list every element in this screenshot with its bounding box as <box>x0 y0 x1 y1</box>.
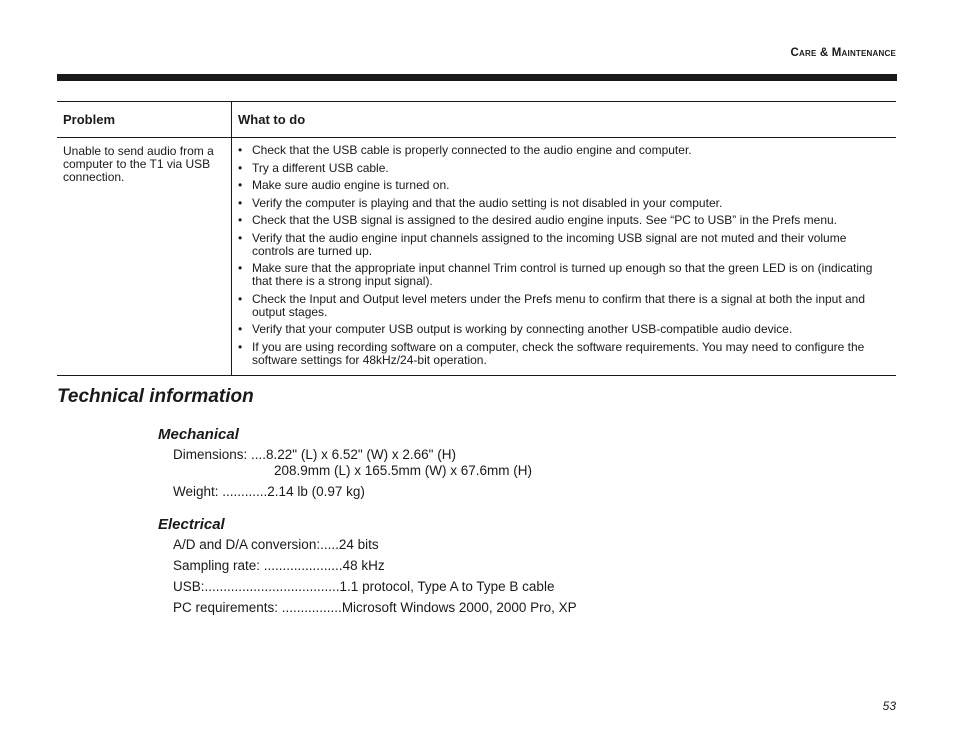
running-head: Care & Maintenance <box>790 47 896 59</box>
step-text: Make sure audio engine is turned on. <box>252 178 450 192</box>
spec-label: Weight: ............ <box>173 484 268 499</box>
spec-value: 2.14 lb (0.97 kg) <box>267 484 365 499</box>
weight-spec <box>173 484 365 499</box>
list-item <box>238 341 890 367</box>
list-item <box>238 232 890 258</box>
page-number: 53 <box>882 699 896 713</box>
spec-label: Dimensions: .... <box>173 447 267 462</box>
step-text: Verify that your computer USB output is working by connecting another USB-compatible audio device. <box>252 322 793 336</box>
spec-label: A/D and D/A conversion:..... <box>173 537 339 552</box>
spec-label: Sampling rate: ..................... <box>173 558 343 573</box>
list-item <box>238 214 890 227</box>
dimensions-spec-metric <box>274 463 532 478</box>
spec-label: USB:.................................... <box>173 579 340 594</box>
bullet: • <box>238 160 243 175</box>
step-text: Try a different USB cable. <box>252 160 389 175</box>
spec-value: 24 bits <box>338 537 379 552</box>
solution-cell <box>232 138 897 376</box>
spec-value: Microsoft Windows 2000, 2000 Pro, XP <box>341 600 577 615</box>
column-header-what-to-do: What to do <box>232 102 897 138</box>
step-text: Check the Input and Output level meters under the Prefs menu to confirm that there is a signal at both the input and output stages. <box>252 291 866 319</box>
usb-spec <box>173 579 554 594</box>
mechanical-heading: Mechanical <box>158 426 239 443</box>
bullet: • <box>238 322 243 336</box>
problem-cell: Unable to send audio from a computer to the T1 via USB connection. <box>57 138 232 376</box>
step-text: Verify that the audio engine input channels assigned to the incoming USB signal are not muted and their volume controls are turned up. <box>252 230 847 258</box>
bullet: • <box>238 143 243 157</box>
dimensions-spec <box>173 447 456 462</box>
table-header-row <box>57 102 896 138</box>
sampling-rate-spec <box>173 558 385 573</box>
list-item <box>238 162 890 175</box>
column-header-problem: Problem <box>57 102 232 138</box>
spec-value: 208.9mm (L) x 165.5mm (W) x 67.6mm (H) <box>274 463 533 478</box>
troubleshooting-table <box>57 101 896 376</box>
table-row <box>57 138 896 376</box>
bullet: • <box>238 291 243 306</box>
conversion-spec <box>173 537 379 552</box>
spec-value: 48 kHz <box>342 558 385 573</box>
spec-label: PC requirements: ................ <box>173 600 342 615</box>
step-text: Make sure that the appropriate input channel Trim control is turned up enough so that the green LED is on (indicating that there is a strong input signal). <box>252 261 873 288</box>
electrical-heading: Electrical <box>158 516 225 533</box>
list-item <box>238 179 890 192</box>
list-item <box>238 323 890 336</box>
bullet: • <box>238 261 243 275</box>
step-text: Check that the USB signal is assigned to the desired audio engine inputs. See “PC to USB” in the Prefs menu. <box>252 213 837 227</box>
spec-value: 1.1 protocol, Type A to Type B cable <box>339 579 555 594</box>
bullet: • <box>238 195 243 210</box>
spec-value: 8.22" (L) x 6.52" (W) x 2.66" (H) <box>266 447 456 462</box>
list-item <box>238 293 890 319</box>
step-text: If you are using recording software on a computer, check the software requirements. You may need to configure the software settings for 48kHz/24-bit operation. <box>252 339 865 367</box>
header-rule <box>57 74 897 81</box>
list-item <box>238 262 890 288</box>
bullet: • <box>238 178 243 192</box>
step-text: Verify the computer is playing and that the audio setting is not disabled in your computer. <box>252 195 723 210</box>
step-text: Check that the USB cable is properly connected to the audio engine and computer. <box>252 143 692 157</box>
list-item <box>238 144 890 157</box>
list-item <box>238 197 890 210</box>
solution-list <box>238 144 890 367</box>
bullet: • <box>238 230 243 245</box>
bullet: • <box>238 213 243 227</box>
pc-requirements-spec <box>173 600 577 615</box>
bullet: • <box>238 339 243 354</box>
section-title: Technical information <box>57 386 254 407</box>
